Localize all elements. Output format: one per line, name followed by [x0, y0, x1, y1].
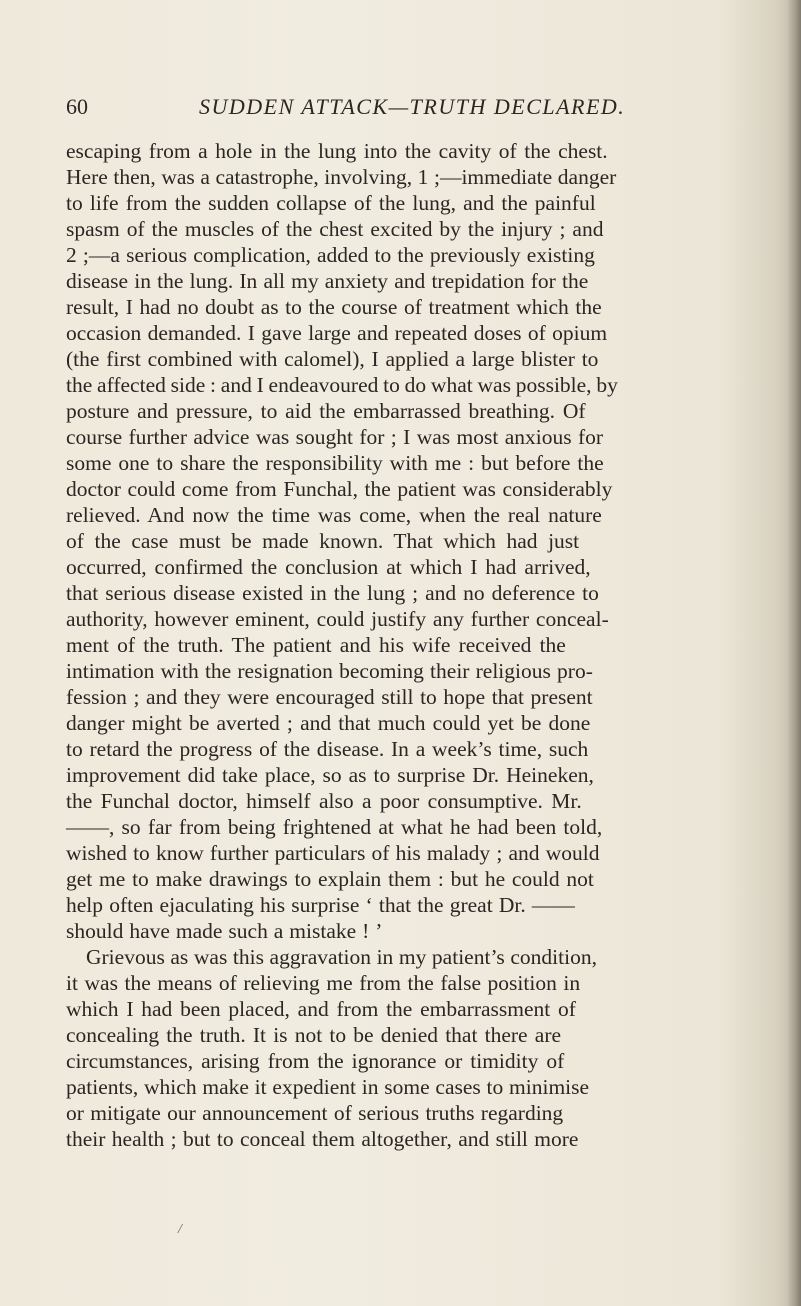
- text-line: or mitigate our announcement of serious truths regarding: [66, 1101, 564, 1125]
- text-line: get me to make drawings to explain them : but he could not: [66, 867, 594, 891]
- text-line: should have made such a mistake ! ’: [66, 919, 383, 943]
- text-line: relieved. And now the time was come, when the real nature: [66, 503, 602, 527]
- page-header: [66, 92, 706, 122]
- text-line: danger might be averted ; and that much could yet be done: [66, 711, 591, 735]
- page-number: 60: [66, 94, 88, 119]
- text-line: it was the means of relieving me from the false position in: [66, 971, 581, 995]
- text-line: authority, however eminent, could justify any further conceal-: [66, 607, 609, 631]
- text-line: occurred, confirmed the conclusion at which I had arrived,: [66, 555, 591, 579]
- text-line: their health ; but to conceal them altogether, and still more: [66, 1127, 579, 1151]
- text-line: disease in the lung. In all my anxiety and trepidation for the: [66, 269, 589, 293]
- text-line: improvement did take place, so as to surprise Dr. Heineken,: [66, 763, 594, 787]
- text-line: result, I had no doubt as to the course of treatment which the: [66, 295, 602, 319]
- text-line: to life from the sudden collapse of the lung, and the painful: [66, 191, 596, 215]
- text-line: to retard the progress of the disease. In a week’s time, such: [66, 737, 589, 761]
- text-line: Here then, was a catastrophe, involving, 1 ;—immediate danger: [66, 165, 617, 189]
- running-head: SUDDEN ATTACK—TRUTH DECLARED.: [199, 94, 626, 119]
- text-line: occasion demanded. I gave large and repeated doses of opium: [66, 321, 608, 345]
- text-line: intimation with the resignation becoming their religious pro-: [66, 659, 593, 683]
- text-line: help often ejaculating his surprise ‘ that the great Dr. ——: [66, 893, 575, 917]
- text-line: 2 ;—a serious complication, added to the previously existing: [66, 243, 595, 267]
- text-line: some one to share the responsibility with me : but before the: [66, 451, 604, 475]
- text-line: wished to know further particulars of his malady ; and would: [66, 841, 600, 865]
- text-line: the affected side : and I endeavoured to do what was possible, by: [66, 373, 618, 397]
- stray-pencil-mark: /: [178, 1222, 182, 1237]
- text-line: concealing the truth. It is not to be denied that there are: [66, 1023, 562, 1047]
- text-line: patients, which make it expedient in some cases to minimise: [66, 1075, 590, 1099]
- text-line: (the first combined with calomel), I applied a large blister to: [66, 347, 599, 371]
- text-line: ——, so far from being frightened at what he had been told,: [66, 815, 603, 839]
- text-line: the Funchal doctor, himself also a poor consumptive. Mr.: [66, 789, 582, 813]
- text-line: circumstances, arising from the ignorance or timidity of: [66, 1049, 565, 1073]
- text-line: spasm of the muscles of the chest excited by the injury ; and: [66, 217, 604, 241]
- text-line: that serious disease existed in the lung ; and no deference to: [66, 581, 599, 605]
- text-line: escaping from a hole in the lung into the cavity of the chest.: [66, 139, 608, 163]
- text-line: posture and pressure, to aid the embarrassed breathing. Of: [66, 399, 586, 423]
- text-line: Grievous as was this aggravation in my patient’s condition,: [86, 945, 597, 969]
- text-line: which I had been placed, and from the embarrassment of: [66, 997, 576, 1021]
- text-line: of the case must be made known. That which had just: [66, 529, 580, 553]
- text-line: doctor could come from Funchal, the patient was considerably: [66, 477, 613, 501]
- text-line: ment of the truth. The patient and his wife received the: [66, 633, 566, 657]
- text-line: course further advice was sought for ; I was most anxious for: [66, 425, 604, 449]
- text-line: fession ; and they were encouraged still to hope that present: [66, 685, 593, 709]
- page-edge-shadow: [787, 0, 801, 1306]
